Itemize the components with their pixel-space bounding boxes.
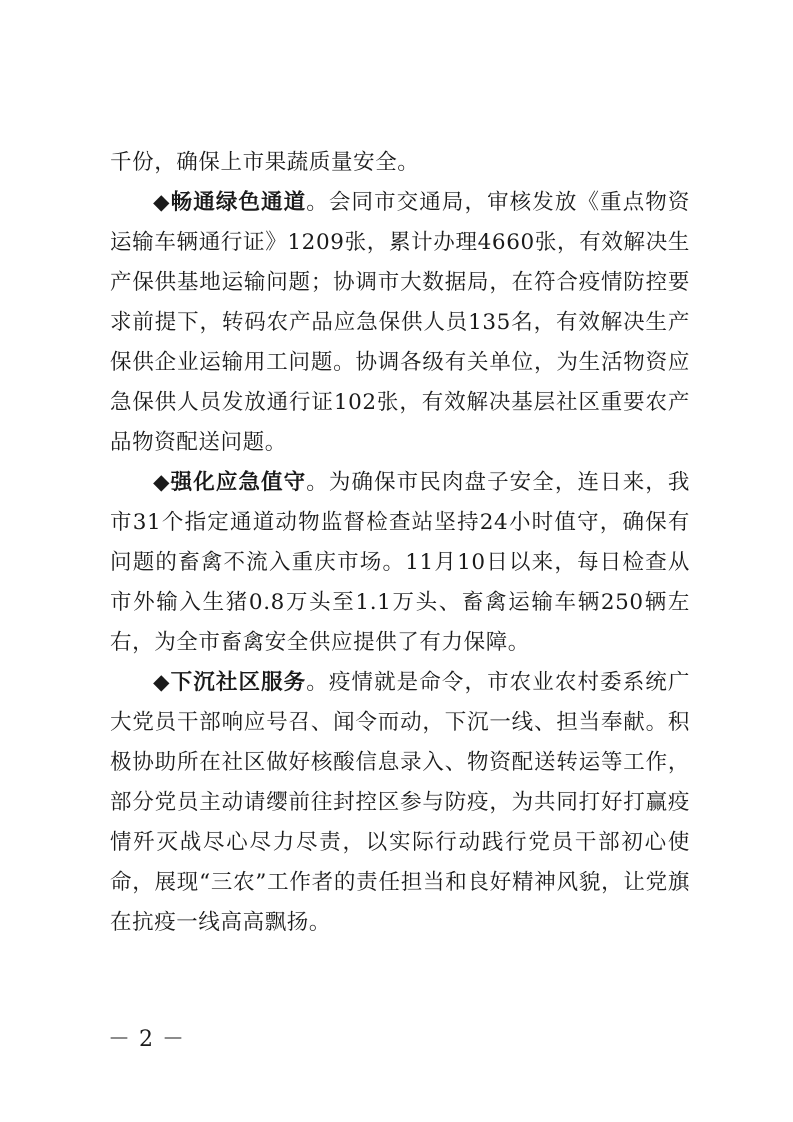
section-heading: 强化应急值守 [170, 470, 307, 495]
section-heading: 下沉社区服务 [170, 670, 307, 695]
page-number: － 2 － [108, 1027, 185, 1052]
diamond-bullet-icon: ◆ [153, 670, 171, 695]
diamond-bullet-icon: ◆ [153, 470, 171, 495]
section-text: 。为确保市民肉盘子安全，连日来，我市31个指定通道动物监督检查站坚持24小时值守，确保有问题的畜禽不流入重庆市场。11月10日以来，每日检查从市外输入生猪0.8万头至1.1万头、畜禽运输车辆250辆左右，为全市畜禽安全供应提供了有力保障。 [110, 470, 690, 655]
continuation-paragraph: 千份，确保上市果蔬质量安全。 [110, 150, 420, 175]
section-text: 。疫情就是命令，市农业农村委系统广大党员干部响应号召、闻令而动，下沉一线、担当奉献。积极协助所在社区做好核酸信息录入、物资配送转运等工作，部分党员主动请缨前往封控区参与防疫，为共同打好打赢疫情歼灭战尽心尽力尽责，以实际行动践行党员干部初心使命，展现“三农”工作者的责任担当和良好精神风貌，让党旗在抗疫一线高高飘扬。 [110, 670, 690, 935]
diamond-bullet-icon: ◆ [153, 190, 171, 215]
section-text: 。会同市交通局，审核发放《重点物资运输车辆通行证》1209张，累计办理4660张，有效解决生产保供基地运输问题；协调市大数据局，在符合疫情防控要求前提下，转码农产品应急保供人员135名，有效解决生产保供企业运输用工问题。协调各级有关单位，为生活物资应急保供人员发放通行证102张，有效解决基层社区重要农产品物资配送问题。 [110, 190, 690, 455]
body-text [110, 143, 690, 943]
section-paragraph-emergency-duty [110, 463, 690, 663]
section-paragraph-community-service [110, 663, 690, 943]
section-paragraph-green-channel [110, 183, 690, 463]
section-heading: 畅通绿色通道 [170, 190, 307, 215]
